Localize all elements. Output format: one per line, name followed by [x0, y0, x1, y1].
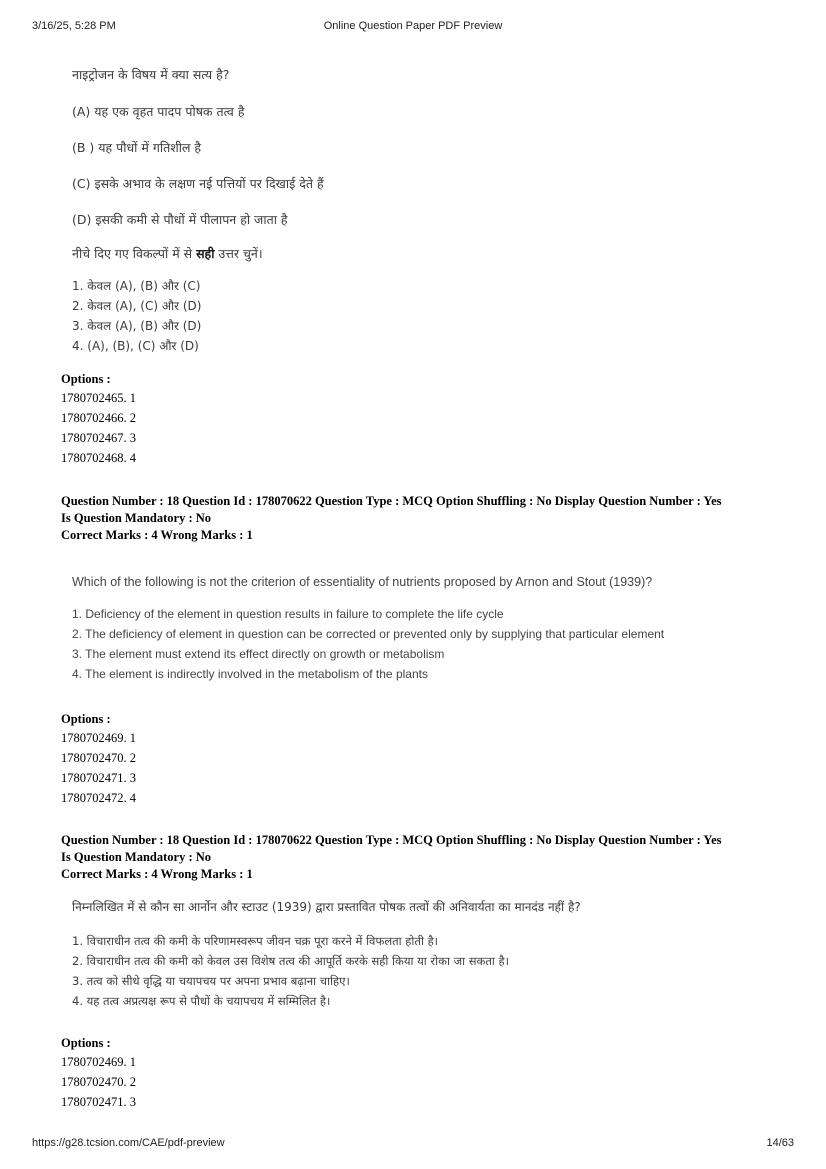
- instruction: नीचे दिए गए विकल्पों में से सही उत्तर चुनें।: [72, 246, 263, 261]
- option-id: 1780702469. 1: [61, 1055, 136, 1069]
- question-image-hindi-nitrogen: [72, 66, 324, 356]
- question-image-hindi-essentiality: [72, 898, 772, 1011]
- choice-4: 4. (A), (B), (C) और (D): [72, 339, 199, 353]
- question-stem: Which of the following is not the criterion of essentiality of nutrients proposed by Arnon and Stout (1939)?: [72, 575, 653, 589]
- choice-2: 2. केवल (A), (C) और (D): [72, 299, 202, 313]
- options-list-2: [61, 711, 136, 808]
- choice-1: 1. केवल (A), (B) और (C): [72, 279, 201, 293]
- choice-3: 3. The element must extend its effect directly on growth or metabolism: [72, 647, 445, 661]
- print-datetime: 3/16/25, 5:28 PM: [32, 20, 116, 32]
- statement-c: (C) इसके अभाव के लक्षण नई पत्तियों पर दिखाई देते हैं: [72, 176, 324, 191]
- option-id: 1780702471. 3: [61, 771, 136, 785]
- options-label: Options :: [61, 1036, 111, 1050]
- option-id: 1780702472. 4: [61, 791, 136, 805]
- option-id: 1780702467. 3: [61, 431, 136, 445]
- statement-d: (D) इसकी कमी से पौधों में पीलापन हो जाता है: [72, 212, 288, 227]
- choice-3: 3. केवल (A), (B) और (D): [72, 319, 202, 333]
- option-id: 1780702468. 4: [61, 451, 136, 465]
- page-number: 14/63: [766, 1137, 794, 1149]
- options-list-1: [61, 371, 136, 468]
- choice-1: 1. विचाराधीन तत्व की कमी के परिणामस्वरूप जीवन चक्र पूरा करने में विफलता होती है।: [72, 934, 439, 948]
- meta-line: Correct Marks : 4 Wrong Marks : 1: [61, 528, 253, 542]
- choice-2: 2. विचाराधीन तत्व की कमी को केवल उस विशेष तत्व की आपूर्ति करके सही किया या रोका जा सकता है।: [72, 954, 510, 968]
- meta-line: Question Number : 18 Question Id : 178070622 Question Type : MCQ Option Shuffling : No Display Question Number : Yes: [61, 494, 722, 508]
- choice-1: 1. Deficiency of the element in question results in failure to complete the life cycle: [72, 607, 504, 621]
- meta-line: Is Question Mandatory : No: [61, 850, 212, 864]
- option-id: 1780702471. 3: [61, 1095, 136, 1109]
- page-url: https://g28.tcsion.com/CAE/pdf-preview: [32, 1137, 225, 1149]
- option-id: 1780702470. 2: [61, 751, 136, 765]
- choice-3: 3. तत्व को सीधे वृद्धि या चयापचय पर अपना प्रभाव बढ़ाना चाहिए।: [72, 974, 350, 988]
- question-stem: नाइट्रोजन के विषय में क्या सत्य है?: [72, 67, 230, 82]
- question-meta-2: [61, 493, 722, 544]
- meta-line: Is Question Mandatory : No: [61, 511, 212, 525]
- statement-a: (A) यह एक वृहत पादप पोषक तत्व है: [72, 104, 245, 119]
- options-label: Options :: [61, 712, 111, 726]
- options-label: Options :: [61, 372, 111, 386]
- options-list-3: [61, 1035, 136, 1112]
- option-id: 1780702465. 1: [61, 391, 136, 405]
- choice-4: 4. यह तत्व अप्रत्यक्ष रूप से पौधों के चयापचय में सम्मिलित है।: [72, 994, 331, 1008]
- choice-4: 4. The element is indirectly involved in the metabolism of the plants: [72, 667, 428, 681]
- question-stem: निम्नलिखित में से कौन सा आर्नोन और स्टाउट (1939) द्वारा प्रस्तावित पोषक तत्वों की अनिवार्यता का मानदंड नहीं है?: [72, 900, 581, 914]
- option-id: 1780702466. 2: [61, 411, 136, 425]
- meta-line: Correct Marks : 4 Wrong Marks : 1: [61, 867, 253, 881]
- option-id: 1780702469. 1: [61, 731, 136, 745]
- document-title: Online Question Paper PDF Preview: [323, 20, 503, 32]
- statement-b: (B ) यह पौधों में गतिशील है: [72, 140, 202, 155]
- question-meta-3: [61, 832, 722, 883]
- meta-line: Question Number : 18 Question Id : 178070622 Question Type : MCQ Option Shuffling : No Display Question Number : Yes: [61, 833, 722, 847]
- option-id: 1780702470. 2: [61, 1075, 136, 1089]
- question-image-english: [72, 575, 664, 684]
- choice-2: 2. The deficiency of element in question can be corrected or prevented only by supplying that particular element: [72, 627, 665, 641]
